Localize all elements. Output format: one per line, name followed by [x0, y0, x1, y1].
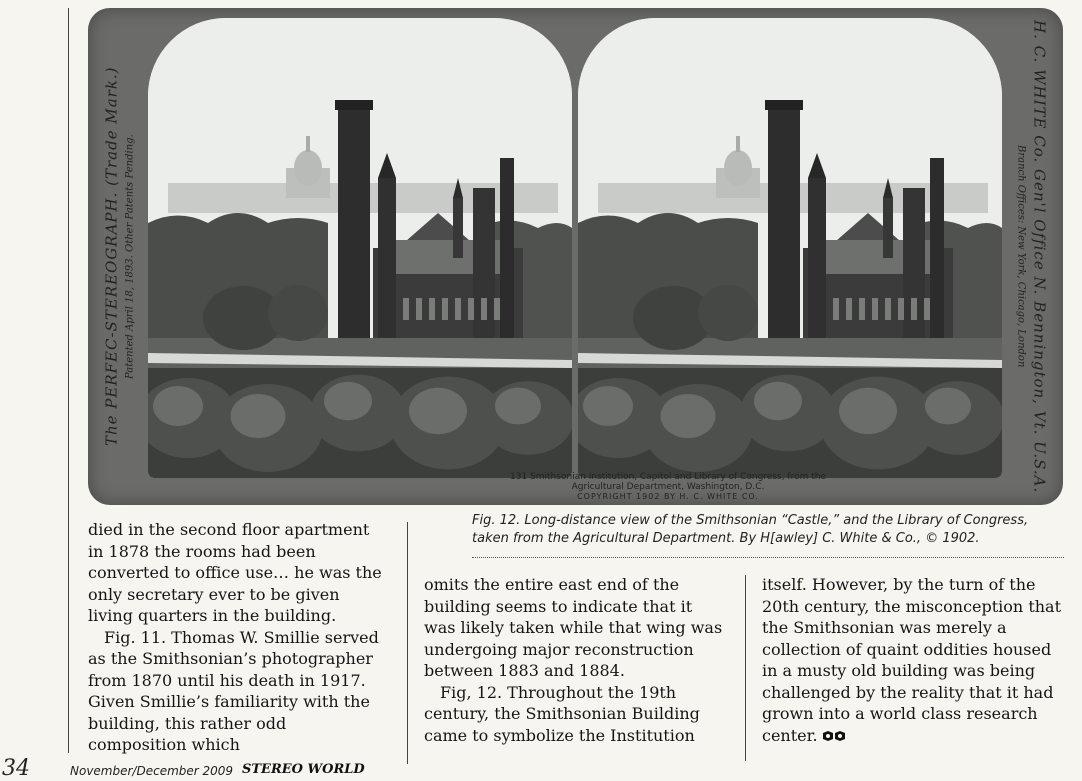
paragraph: itself. However, by the turn of the 20th century, the misconception that the Smithsonian was merely a collection of quaint oddities housed in a musty old building was being challenged by the reality that it had grown into a world class research center.	[762, 575, 1062, 745]
left-margin-rule	[68, 8, 69, 753]
column-rule-1	[407, 522, 408, 764]
card-caption: 131 Smithsonian Institution, Capitol and Library of Congress, from the Agricultural Department, Washington, D.C. COPYRIGHT 1902 BY H. C. WHITE CO.	[388, 472, 948, 502]
stereo-glasses-icon	[822, 730, 846, 742]
stereo-photo-right	[578, 18, 1002, 478]
stereoview-card	[88, 8, 1063, 505]
text-column-3	[762, 574, 1066, 746]
paragraph: Fig, 12. Throughout the 19th century, the Smithsonian Building came to symbolize the Institution	[424, 682, 700, 745]
caption-dotted-rule	[472, 557, 1064, 558]
paragraph: Fig. 11. Thomas W. Smillie served as the Smithsonian’s photographer from 1870 until his death in 1917. Given Smillie’s familiarity with the building, this rather odd composition which	[88, 627, 379, 754]
card-left-imprint: The PERFEC-STEREOGRAPH. (Trade Mark.) Patented April 18, 1893. Other Patents Pending.	[102, 66, 136, 447]
card-copyright: COPYRIGHT 1902 BY H. C. WHITE CO.	[577, 492, 759, 501]
smithsonian-castle-image	[578, 18, 1002, 478]
column-rule-2	[745, 575, 746, 761]
page-number: 34	[2, 756, 30, 781]
paragraph: died in the second floor apartment in 1878 the rooms had been converted to office use… he was the only secretary ever to be given living quarters in the building.	[88, 520, 382, 625]
footer-issue-date: November/December 2009	[70, 764, 234, 778]
footer-magazine-title: STEREO WORLD	[242, 762, 365, 777]
stereo-photo-left	[148, 18, 572, 478]
text-column-2	[424, 574, 724, 746]
text-column-1	[88, 519, 388, 756]
card-right-imprint: H. C. WHITE Co. Gen'l Office N. Bennington, Vt. U.S.A. Branch Offices: New York, Chicago, London	[1015, 19, 1049, 494]
paragraph: omits the entire east end of the building seems to indicate that it was likely taken while that wing was undergoing major reconstruction between 1883 and 1884.	[424, 575, 723, 680]
figure-caption: Fig. 12. Long-distance view of the Smithsonian “Castle,” and the Library of Congress, taken from the Agricultural Department. By H[awley] C. White & Co., © 1902.	[472, 513, 1029, 546]
smithsonian-castle-image	[148, 18, 572, 478]
